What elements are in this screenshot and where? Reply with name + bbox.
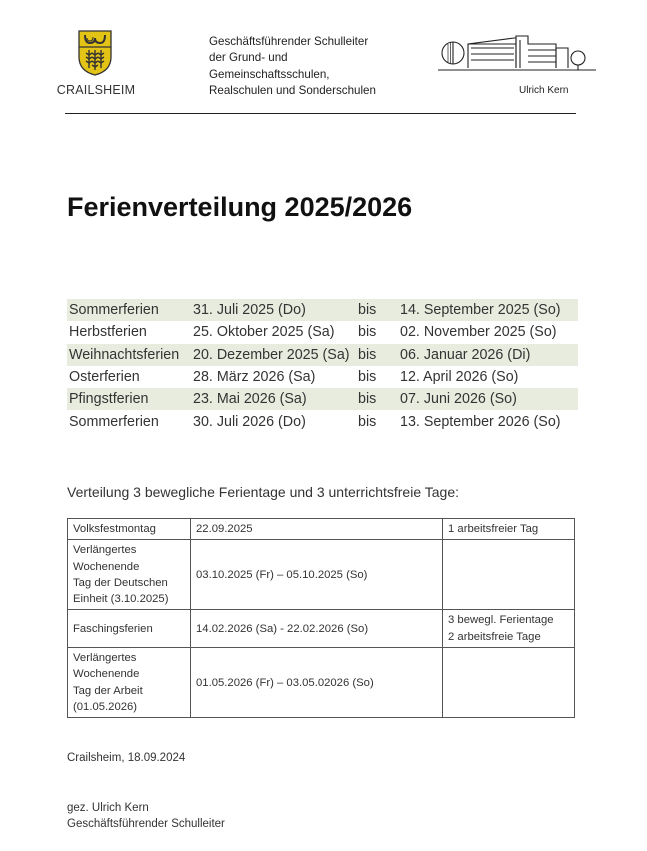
holiday-to: 12. April 2026 (So) (400, 369, 519, 386)
holiday-from: 23. Mai 2026 (Sa) (191, 388, 356, 410)
note-cell (443, 610, 575, 648)
note-cell (443, 540, 575, 610)
event-line: Einheit (3.10.2025) (73, 593, 169, 606)
table-row (68, 610, 575, 648)
place-date: Crailsheim, 18.09.2024 (67, 752, 186, 764)
note-line: 3 bewegl. Ferientage (448, 614, 554, 627)
note-cell (443, 648, 575, 718)
header-line: Gemeinschaftsschulen, (209, 67, 330, 81)
event-line: Wochenende (73, 668, 140, 681)
event-cell (68, 540, 191, 610)
city-name: CRAILSHEIM (56, 83, 136, 97)
holiday-sep: bis (356, 299, 398, 321)
signature-name: gez. Ulrich Kern (67, 802, 149, 814)
holiday-sep: bis (356, 344, 398, 366)
distribution-table (67, 518, 575, 718)
event-line: Tag der Deutschen (73, 576, 168, 589)
header-line: Realschulen und Sonderschulen (209, 83, 376, 97)
date-cell: 22.09.2025 (191, 519, 443, 540)
holiday-name: Pfingstferien (67, 388, 191, 410)
holiday-to: 07. Juni 2026 (So) (398, 388, 578, 410)
event-cell (68, 519, 191, 540)
signature-block (67, 800, 225, 833)
event-line: Tag der Arbeit (73, 684, 143, 697)
holiday-to: 06. Januar 2026 (Di) (398, 344, 578, 366)
holiday-from: 30. Juli 2026 (Do) (193, 413, 306, 430)
holiday-to: 02. November 2025 (So) (400, 324, 557, 341)
event-line: Verlängertes (73, 544, 137, 557)
header-person: Ulrich Kern (519, 85, 569, 96)
holiday-to: 14. September 2025 (So) (398, 299, 578, 321)
table-row (68, 519, 575, 540)
table-row (67, 299, 578, 321)
holiday-from: 20. Dezember 2025 (Sa) (191, 344, 356, 366)
table-row (67, 344, 578, 366)
date-cell: 01.05.2026 (Fr) – 03.05.02026 (So) (191, 648, 443, 718)
page-title: Ferienverteilung 2025/2026 (67, 192, 413, 222)
header-line: der Grund- und (209, 51, 288, 65)
note-line: 2 arbeitsfreie Tage (448, 630, 541, 643)
signature-role: Geschäftsführender Schulleiter (67, 818, 225, 831)
note-line: 1 arbeitsfreier Tag (448, 523, 539, 535)
date-cell: 03.10.2025 (Fr) – 05.10.2025 (So) (191, 540, 443, 610)
table-row (67, 366, 578, 388)
event-line: Wochenende (73, 560, 140, 573)
event-line: Volksfestmontag (73, 523, 156, 535)
holiday-table (67, 299, 578, 433)
table-row (67, 388, 578, 410)
holiday-sep: bis (358, 413, 377, 430)
note-cell (443, 519, 575, 540)
coat-of-arms-icon (78, 30, 112, 76)
school-building-icon (436, 34, 598, 74)
header-divider (65, 113, 576, 114)
holiday-from: 28. März 2026 (Sa) (193, 369, 316, 386)
date-cell: 14.02.2026 (Sa) - 22.02.2026 (So) (191, 610, 443, 648)
holiday-from: 25. Oktober 2025 (Sa) (193, 324, 335, 341)
table-row (67, 321, 578, 343)
holiday-name: Sommerferien (67, 299, 191, 321)
holiday-from: 31. Juli 2025 (Do) (191, 299, 356, 321)
table-row (68, 540, 575, 610)
distribution-intro: Verteilung 3 bewegliche Ferientage und 3 unterrichtsfreie Tage: (67, 484, 459, 500)
holiday-sep: bis (356, 388, 398, 410)
event-line: Faschingsferien (73, 622, 153, 635)
holiday-name: Sommerferien (69, 413, 159, 430)
table-row (67, 410, 578, 432)
holiday-name: Osterferien (69, 369, 140, 386)
event-line: (01.05.2026) (73, 700, 138, 713)
holiday-name: Weihnachtsferien (67, 344, 191, 366)
holiday-to: 13. September 2026 (So) (400, 413, 561, 430)
event-line: Verlängertes (73, 652, 137, 665)
header-line: Geschäftsführender Schulleiter (209, 35, 369, 48)
holiday-sep: bis (358, 324, 377, 341)
header-office-title (209, 34, 376, 99)
table-row (68, 648, 575, 718)
event-cell (68, 610, 191, 648)
holiday-name: Herbstferien (69, 324, 147, 341)
event-cell (68, 648, 191, 718)
holiday-sep: bis (358, 369, 377, 386)
